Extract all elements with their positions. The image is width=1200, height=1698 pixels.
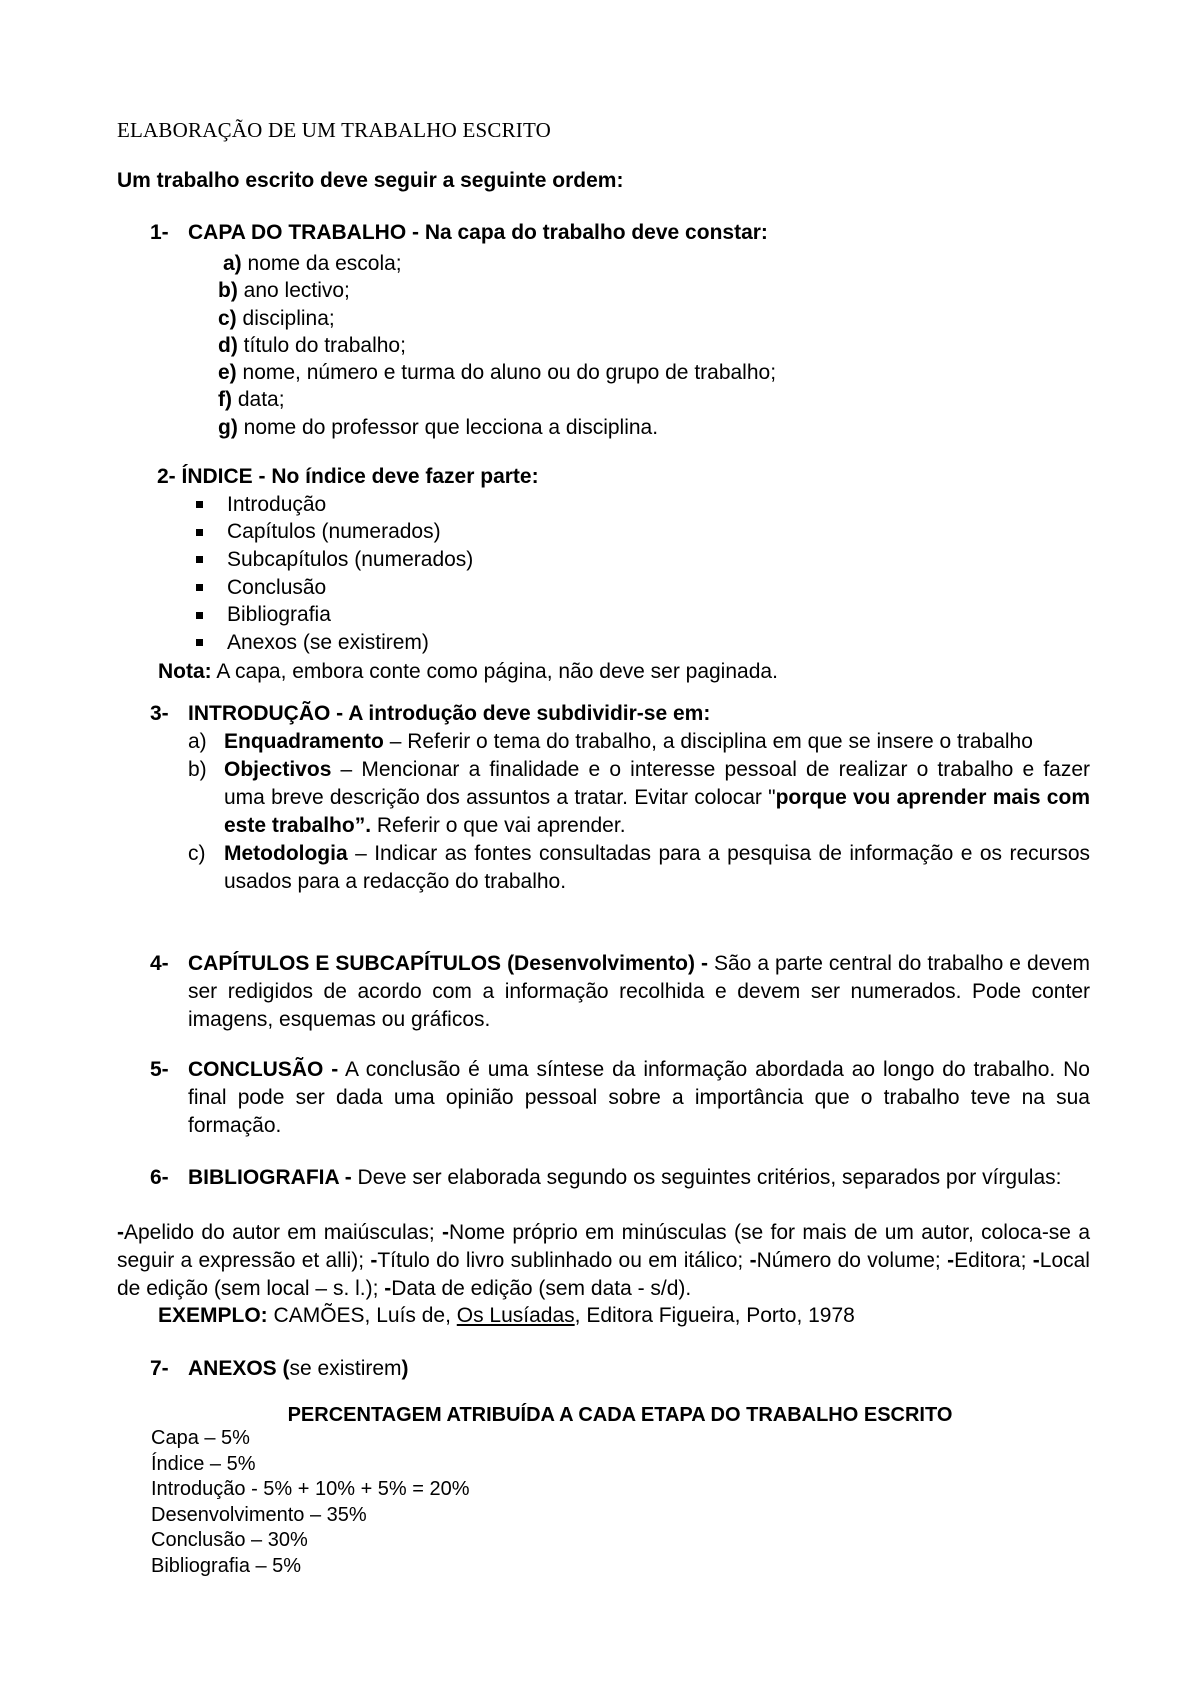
section-6-heading: BIBLIOGRAFIA - (188, 1166, 352, 1189)
section-4: 4- CAPÍTULOS E SUBCAPÍTULOS (Desenvolvimento) - São a parte central do trabalho e devem ser redigidos de acordo com a informação recolhida e devem ser numerados. Pode conter imagens, esquemas ou gráficos. (150, 952, 1090, 1031)
list-item: c) disciplina; (218, 306, 335, 330)
list-item: a) Enquadramento – Referir o tema do trabalho, a disciplina em que se insere o trabalho (188, 730, 1033, 753)
percentage-title: PERCENTAGEM ATRIBUÍDA A CADA ETAPA DO TRABALHO ESCRITO (287, 1404, 953, 1426)
section-1-number: 1- (150, 221, 169, 244)
percentage-list (151, 1426, 470, 1579)
section-1-title: CAPA DO TRABALHO - Na capa do trabalho deve constar: (188, 221, 768, 244)
list-item: Subcapítulos (numerados) (196, 546, 473, 574)
section-2-heading: 2- ÍNDICE - No índice deve fazer parte: (157, 465, 539, 488)
list-item: Introdução (196, 491, 473, 519)
section-6: 6- BIBLIOGRAFIA - Deve ser elaborada segundo os seguintes critérios, separados por vírgulas: (150, 1166, 1062, 1189)
document-title: ELABORAÇÃO DE UM TRABALHO ESCRITO (117, 118, 552, 142)
bullet-square-icon (196, 529, 203, 536)
example-label: EXEMPLO: (158, 1304, 268, 1327)
note-label: Nota: (158, 660, 212, 683)
list-item: Introdução - 5% + 10% + 5% = 20% (151, 1478, 470, 1500)
bibliography-criteria: -Apelido do autor em maiúsculas; -Nome próprio em minúsculas (se for mais de um autor, coloca-se a seguir a expressão et alli); -Título do livro sublinhado ou em itálico; -Número do volume; -Editora; -Local de edição (sem local – s. l.); -Data de edição (sem data - s/d). (117, 1221, 1091, 1300)
list-item: Bibliografia (196, 601, 473, 629)
bullet-square-icon (196, 639, 203, 646)
list-item: g) nome do professor que lecciona a disciplina. (218, 415, 659, 439)
bibliography-example: EXEMPLO: CAMÕES, Luís de, Os Lusíadas, Editora Figueira, Porto, 1978 (158, 1304, 855, 1327)
list-item: Conclusão – 30% (151, 1529, 308, 1551)
section-3-heading: 3- INTRODUÇÃO - A introdução deve subdividir-se em: (150, 702, 711, 725)
list-item: Capítulos (numerados) (196, 519, 473, 547)
list-item: a) nome da escola; (223, 252, 402, 275)
document-subtitle: Um trabalho escrito deve seguir a seguinte ordem: (117, 169, 624, 192)
bullet-square-icon (196, 584, 203, 591)
list-item: Desenvolvimento – 35% (151, 1503, 367, 1526)
list-item: c) Metodologia – Indicar as fontes consultadas para a pesquisa de informação e os recursos usados para a redacção do trabalho. (188, 842, 1090, 893)
book-title: Os Lusíadas (456, 1304, 575, 1327)
bullet-square-icon (196, 501, 203, 508)
list-item: Índice – 5% (151, 1452, 256, 1475)
section-1-heading (150, 219, 768, 247)
section-7-heading: 7- ANEXOS (se existirem) (150, 1357, 409, 1380)
section-3-subitems (188, 728, 1090, 896)
list-item: b) Objectivos – Mencionar a finalidade e o interesse pessoal de realizar o trabalho e fazer uma breve descrição dos assuntos a tratar. Evitar colocar "porque vou aprender mais com este trabalho”. Referir o que vai aprender. (188, 758, 1090, 837)
list-item: e) nome, número e turma do aluno ou do grupo de trabalho; (218, 361, 777, 385)
list-item: Bibliografia – 5% (151, 1554, 302, 1577)
section-4-heading: CAPÍTULOS E SUBCAPÍTULOS (Desenvolvimento) - (188, 952, 708, 975)
section-5-heading: CONCLUSÃO - (188, 1058, 339, 1081)
list-item: d) título do trabalho; (218, 333, 406, 357)
list-item: f) data; (218, 388, 285, 412)
list-item: Anexos (se existirem) (196, 629, 473, 657)
list-item: Capa – 5% (151, 1427, 250, 1449)
section-2-bullet-list (196, 491, 473, 657)
section-1-list (218, 250, 776, 441)
section-5: 5- CONCLUSÃO - A conclusão é uma síntese da informação abordada ao longo do trabalho. No final pode ser dada uma opinião pessoal sobre a importância que o trabalho teve na sua formação. (150, 1058, 1090, 1137)
bullet-square-icon (196, 556, 203, 563)
list-item: b) ano lectivo; (218, 279, 350, 303)
bullet-square-icon (196, 612, 203, 619)
section-2-note: Nota: A capa, embora conte como página, não deve ser paginada. (158, 660, 778, 683)
list-item: Conclusão (196, 574, 473, 602)
